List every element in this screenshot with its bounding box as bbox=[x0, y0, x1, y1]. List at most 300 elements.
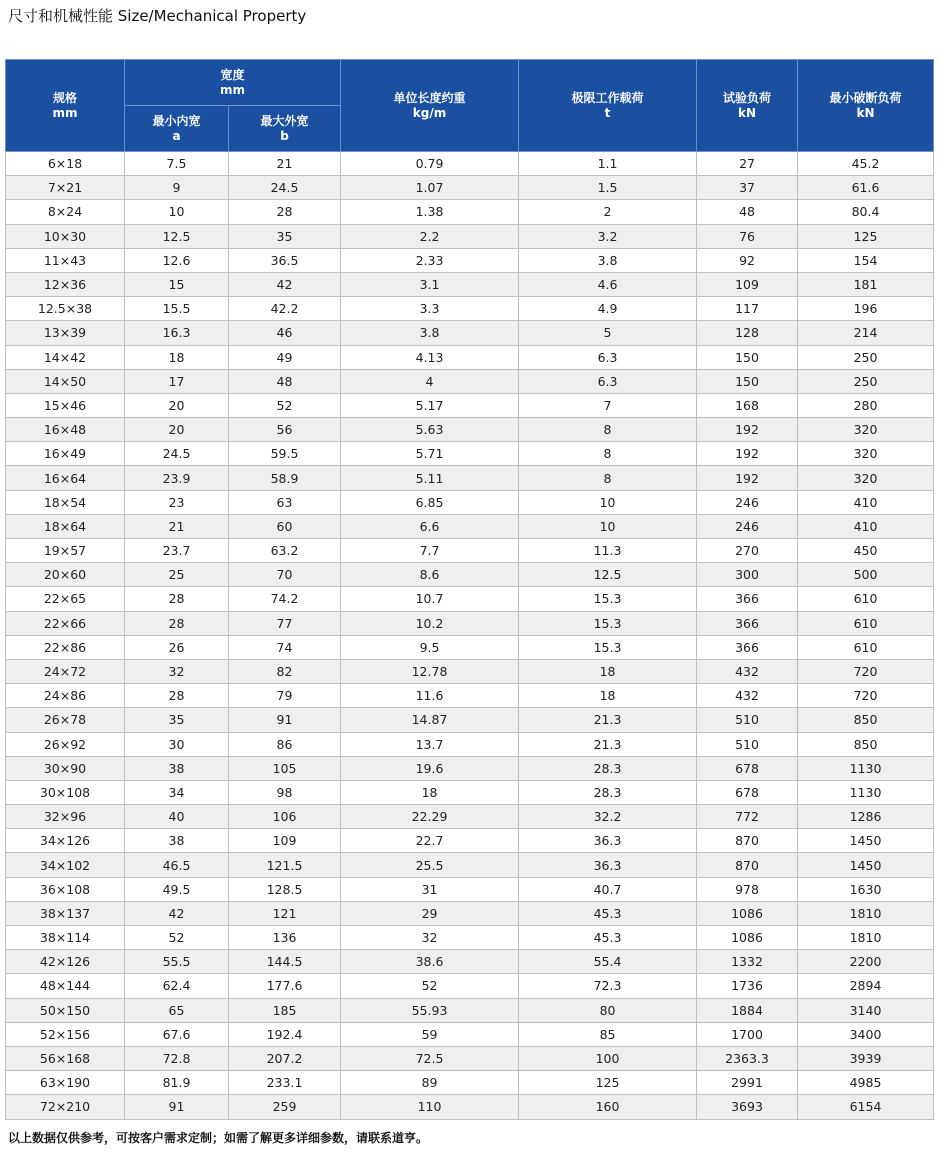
cell-max-outer-width: 185 bbox=[229, 998, 341, 1022]
cell-spec: 12×36 bbox=[6, 272, 125, 296]
cell-weight-per-length: 12.78 bbox=[341, 659, 519, 683]
table-row bbox=[6, 152, 934, 176]
table-row bbox=[6, 1095, 934, 1119]
cell-proof-load: 270 bbox=[697, 539, 798, 563]
cell-proof-load: 366 bbox=[697, 611, 798, 635]
cell-spec: 15×46 bbox=[6, 393, 125, 417]
cell-min-breaking-load: 1450 bbox=[798, 829, 934, 853]
cell-weight-per-length: 5.11 bbox=[341, 466, 519, 490]
cell-min-breaking-load: 80.4 bbox=[798, 200, 934, 224]
table-row bbox=[6, 345, 934, 369]
cell-proof-load: 510 bbox=[697, 708, 798, 732]
cell-min-breaking-load: 320 bbox=[798, 418, 934, 442]
cell-spec: 32×96 bbox=[6, 805, 125, 829]
cell-min-breaking-load: 1810 bbox=[798, 901, 934, 925]
cell-min-breaking-load: 1130 bbox=[798, 780, 934, 804]
cell-min-inner-width: 7.5 bbox=[125, 152, 229, 176]
table-row bbox=[6, 998, 934, 1022]
cell-weight-per-length: 89 bbox=[341, 1071, 519, 1095]
cell-spec: 18×54 bbox=[6, 490, 125, 514]
table-row bbox=[6, 926, 934, 950]
cell-weight-per-length: 18 bbox=[341, 780, 519, 804]
cell-min-breaking-load: 610 bbox=[798, 611, 934, 635]
cell-max-outer-width: 207.2 bbox=[229, 1046, 341, 1070]
cell-spec: 72×210 bbox=[6, 1095, 125, 1119]
cell-working-load-limit: 10 bbox=[519, 490, 697, 514]
cell-spec: 22×65 bbox=[6, 587, 125, 611]
cell-min-breaking-load: 2894 bbox=[798, 974, 934, 998]
cell-min-inner-width: 16.3 bbox=[125, 321, 229, 345]
cell-working-load-limit: 28.3 bbox=[519, 780, 697, 804]
cell-min-inner-width: 21 bbox=[125, 514, 229, 538]
cell-max-outer-width: 192.4 bbox=[229, 1022, 341, 1046]
cell-min-breaking-load: 250 bbox=[798, 345, 934, 369]
cell-working-load-limit: 18 bbox=[519, 684, 697, 708]
cell-weight-per-length: 13.7 bbox=[341, 732, 519, 756]
table-row bbox=[6, 1046, 934, 1070]
cell-working-load-limit: 85 bbox=[519, 1022, 697, 1046]
cell-min-breaking-load: 320 bbox=[798, 466, 934, 490]
cell-working-load-limit: 7 bbox=[519, 393, 697, 417]
cell-spec: 19×57 bbox=[6, 539, 125, 563]
cell-weight-per-length: 38.6 bbox=[341, 950, 519, 974]
cell-spec: 38×114 bbox=[6, 926, 125, 950]
table-row bbox=[6, 708, 934, 732]
cell-min-inner-width: 62.4 bbox=[125, 974, 229, 998]
cell-min-breaking-load: 6154 bbox=[798, 1095, 934, 1119]
cell-min-breaking-load: 1286 bbox=[798, 805, 934, 829]
cell-min-breaking-load: 410 bbox=[798, 514, 934, 538]
cell-weight-per-length: 2.2 bbox=[341, 224, 519, 248]
cell-proof-load: 192 bbox=[697, 418, 798, 442]
cell-min-inner-width: 81.9 bbox=[125, 1071, 229, 1095]
cell-spec: 16×48 bbox=[6, 418, 125, 442]
cell-weight-per-length: 5.71 bbox=[341, 442, 519, 466]
cell-weight-per-length: 2.33 bbox=[341, 248, 519, 272]
cell-proof-load: 2363.3 bbox=[697, 1046, 798, 1070]
cell-weight-per-length: 5.17 bbox=[341, 393, 519, 417]
cell-weight-per-length: 6.6 bbox=[341, 514, 519, 538]
cell-max-outer-width: 259 bbox=[229, 1095, 341, 1119]
cell-spec: 16×64 bbox=[6, 466, 125, 490]
cell-max-outer-width: 70 bbox=[229, 563, 341, 587]
cell-working-load-limit: 4.9 bbox=[519, 297, 697, 321]
cell-working-load-limit: 32.2 bbox=[519, 805, 697, 829]
header-spec: 规格 mm bbox=[6, 60, 125, 152]
cell-proof-load: 1332 bbox=[697, 950, 798, 974]
cell-min-inner-width: 20 bbox=[125, 418, 229, 442]
cell-max-outer-width: 106 bbox=[229, 805, 341, 829]
cell-proof-load: 37 bbox=[697, 176, 798, 200]
cell-min-breaking-load: 181 bbox=[798, 272, 934, 296]
table-row bbox=[6, 539, 934, 563]
cell-min-inner-width: 23.9 bbox=[125, 466, 229, 490]
cell-max-outer-width: 128.5 bbox=[229, 877, 341, 901]
cell-proof-load: 978 bbox=[697, 877, 798, 901]
cell-max-outer-width: 46 bbox=[229, 321, 341, 345]
cell-spec: 52×156 bbox=[6, 1022, 125, 1046]
cell-working-load-limit: 3.8 bbox=[519, 248, 697, 272]
table-row bbox=[6, 466, 934, 490]
cell-working-load-limit: 11.3 bbox=[519, 539, 697, 563]
cell-spec: 48×144 bbox=[6, 974, 125, 998]
cell-working-load-limit: 100 bbox=[519, 1046, 697, 1070]
cell-proof-load: 366 bbox=[697, 635, 798, 659]
cell-min-inner-width: 15 bbox=[125, 272, 229, 296]
cell-min-breaking-load: 1810 bbox=[798, 926, 934, 950]
cell-proof-load: 76 bbox=[697, 224, 798, 248]
header-min-inner-width: 最小内宽 a bbox=[125, 106, 229, 152]
cell-proof-load: 3693 bbox=[697, 1095, 798, 1119]
cell-min-inner-width: 42 bbox=[125, 901, 229, 925]
cell-min-breaking-load: 2200 bbox=[798, 950, 934, 974]
table-row bbox=[6, 224, 934, 248]
table-row bbox=[6, 563, 934, 587]
cell-spec: 34×102 bbox=[6, 853, 125, 877]
cell-weight-per-length: 29 bbox=[341, 901, 519, 925]
cell-proof-load: 92 bbox=[697, 248, 798, 272]
table-row bbox=[6, 732, 934, 756]
cell-min-inner-width: 28 bbox=[125, 684, 229, 708]
cell-spec: 13×39 bbox=[6, 321, 125, 345]
table-row bbox=[6, 756, 934, 780]
cell-max-outer-width: 42.2 bbox=[229, 297, 341, 321]
cell-min-breaking-load: 720 bbox=[798, 684, 934, 708]
cell-max-outer-width: 91 bbox=[229, 708, 341, 732]
cell-proof-load: 366 bbox=[697, 587, 798, 611]
table-row bbox=[6, 950, 934, 974]
cell-spec: 16×49 bbox=[6, 442, 125, 466]
cell-max-outer-width: 63 bbox=[229, 490, 341, 514]
cell-working-load-limit: 160 bbox=[519, 1095, 697, 1119]
cell-proof-load: 2991 bbox=[697, 1071, 798, 1095]
cell-spec: 56×168 bbox=[6, 1046, 125, 1070]
cell-min-breaking-load: 214 bbox=[798, 321, 934, 345]
header-min-breaking-load: 最小破断负荷 kN bbox=[798, 60, 934, 152]
table-row bbox=[6, 877, 934, 901]
cell-working-load-limit: 55.4 bbox=[519, 950, 697, 974]
cell-min-inner-width: 35 bbox=[125, 708, 229, 732]
cell-min-inner-width: 38 bbox=[125, 829, 229, 853]
cell-weight-per-length: 32 bbox=[341, 926, 519, 950]
table-row bbox=[6, 659, 934, 683]
table-row bbox=[6, 1071, 934, 1095]
cell-spec: 34×126 bbox=[6, 829, 125, 853]
table-row bbox=[6, 611, 934, 635]
cell-weight-per-length: 3.8 bbox=[341, 321, 519, 345]
cell-proof-load: 150 bbox=[697, 369, 798, 393]
cell-min-breaking-load: 610 bbox=[798, 587, 934, 611]
table-row bbox=[6, 805, 934, 829]
cell-min-breaking-load: 3400 bbox=[798, 1022, 934, 1046]
cell-spec: 50×150 bbox=[6, 998, 125, 1022]
cell-proof-load: 192 bbox=[697, 466, 798, 490]
cell-max-outer-width: 74.2 bbox=[229, 587, 341, 611]
header-proof-load: 试验负荷 kN bbox=[697, 60, 798, 152]
table-row bbox=[6, 248, 934, 272]
cell-weight-per-length: 72.5 bbox=[341, 1046, 519, 1070]
cell-max-outer-width: 105 bbox=[229, 756, 341, 780]
footnote: 以上数据仅供参考，可按客户需求定制；如需了解更多详细参数，请联系道亨。 bbox=[8, 1131, 429, 1145]
cell-min-breaking-load: 450 bbox=[798, 539, 934, 563]
cell-max-outer-width: 82 bbox=[229, 659, 341, 683]
cell-max-outer-width: 59.5 bbox=[229, 442, 341, 466]
table-row bbox=[6, 684, 934, 708]
cell-weight-per-length: 8.6 bbox=[341, 563, 519, 587]
cell-working-load-limit: 4.6 bbox=[519, 272, 697, 296]
cell-spec: 8×24 bbox=[6, 200, 125, 224]
cell-min-inner-width: 91 bbox=[125, 1095, 229, 1119]
cell-max-outer-width: 28 bbox=[229, 200, 341, 224]
cell-weight-per-length: 1.07 bbox=[341, 176, 519, 200]
cell-min-inner-width: 20 bbox=[125, 393, 229, 417]
cell-min-breaking-load: 720 bbox=[798, 659, 934, 683]
cell-weight-per-length: 10.7 bbox=[341, 587, 519, 611]
cell-weight-per-length: 11.6 bbox=[341, 684, 519, 708]
cell-min-inner-width: 18 bbox=[125, 345, 229, 369]
cell-proof-load: 168 bbox=[697, 393, 798, 417]
cell-max-outer-width: 136 bbox=[229, 926, 341, 950]
cell-proof-load: 150 bbox=[697, 345, 798, 369]
cell-spec: 22×66 bbox=[6, 611, 125, 635]
cell-min-inner-width: 52 bbox=[125, 926, 229, 950]
table-row bbox=[6, 200, 934, 224]
cell-weight-per-length: 3.3 bbox=[341, 297, 519, 321]
cell-working-load-limit: 36.3 bbox=[519, 829, 697, 853]
cell-working-load-limit: 72.3 bbox=[519, 974, 697, 998]
cell-proof-load: 870 bbox=[697, 829, 798, 853]
table-row bbox=[6, 176, 934, 200]
table-row bbox=[6, 829, 934, 853]
table-row bbox=[6, 974, 934, 998]
table-row bbox=[6, 297, 934, 321]
cell-spec: 20×60 bbox=[6, 563, 125, 587]
cell-max-outer-width: 121.5 bbox=[229, 853, 341, 877]
cell-max-outer-width: 52 bbox=[229, 393, 341, 417]
cell-weight-per-length: 9.5 bbox=[341, 635, 519, 659]
cell-max-outer-width: 24.5 bbox=[229, 176, 341, 200]
spec-table bbox=[5, 59, 934, 1120]
cell-proof-load: 678 bbox=[697, 780, 798, 804]
cell-max-outer-width: 35 bbox=[229, 224, 341, 248]
cell-min-inner-width: 28 bbox=[125, 587, 229, 611]
cell-min-inner-width: 65 bbox=[125, 998, 229, 1022]
cell-working-load-limit: 3.2 bbox=[519, 224, 697, 248]
cell-spec: 36×108 bbox=[6, 877, 125, 901]
cell-working-load-limit: 125 bbox=[519, 1071, 697, 1095]
cell-max-outer-width: 77 bbox=[229, 611, 341, 635]
cell-max-outer-width: 21 bbox=[229, 152, 341, 176]
cell-weight-per-length: 22.29 bbox=[341, 805, 519, 829]
cell-max-outer-width: 233.1 bbox=[229, 1071, 341, 1095]
cell-spec: 26×92 bbox=[6, 732, 125, 756]
cell-spec: 7×21 bbox=[6, 176, 125, 200]
cell-proof-load: 1736 bbox=[697, 974, 798, 998]
cell-min-breaking-load: 3939 bbox=[798, 1046, 934, 1070]
cell-weight-per-length: 59 bbox=[341, 1022, 519, 1046]
cell-spec: 10×30 bbox=[6, 224, 125, 248]
cell-working-load-limit: 45.3 bbox=[519, 926, 697, 950]
cell-working-load-limit: 8 bbox=[519, 466, 697, 490]
cell-proof-load: 27 bbox=[697, 152, 798, 176]
cell-max-outer-width: 79 bbox=[229, 684, 341, 708]
table-row bbox=[6, 901, 934, 925]
header-weight-per-length: 单位长度约重 kg/m bbox=[341, 60, 519, 152]
cell-min-inner-width: 23 bbox=[125, 490, 229, 514]
cell-min-inner-width: 17 bbox=[125, 369, 229, 393]
cell-working-load-limit: 10 bbox=[519, 514, 697, 538]
cell-max-outer-width: 58.9 bbox=[229, 466, 341, 490]
cell-working-load-limit: 18 bbox=[519, 659, 697, 683]
table-row bbox=[6, 369, 934, 393]
cell-spec: 42×126 bbox=[6, 950, 125, 974]
cell-spec: 30×90 bbox=[6, 756, 125, 780]
cell-working-load-limit: 8 bbox=[519, 418, 697, 442]
cell-weight-per-length: 4 bbox=[341, 369, 519, 393]
cell-working-load-limit: 6.3 bbox=[519, 345, 697, 369]
cell-working-load-limit: 45.3 bbox=[519, 901, 697, 925]
cell-min-breaking-load: 61.6 bbox=[798, 176, 934, 200]
cell-spec: 24×86 bbox=[6, 684, 125, 708]
cell-weight-per-length: 7.7 bbox=[341, 539, 519, 563]
cell-weight-per-length: 4.13 bbox=[341, 345, 519, 369]
cell-min-inner-width: 40 bbox=[125, 805, 229, 829]
cell-min-breaking-load: 196 bbox=[798, 297, 934, 321]
cell-weight-per-length: 5.63 bbox=[341, 418, 519, 442]
cell-working-load-limit: 5 bbox=[519, 321, 697, 345]
cell-min-breaking-load: 410 bbox=[798, 490, 934, 514]
cell-min-breaking-load: 280 bbox=[798, 393, 934, 417]
cell-min-breaking-load: 500 bbox=[798, 563, 934, 587]
table-row bbox=[6, 490, 934, 514]
cell-min-breaking-load: 250 bbox=[798, 369, 934, 393]
table-row bbox=[6, 514, 934, 538]
cell-working-load-limit: 28.3 bbox=[519, 756, 697, 780]
cell-proof-load: 1700 bbox=[697, 1022, 798, 1046]
cell-proof-load: 128 bbox=[697, 321, 798, 345]
table-row bbox=[6, 587, 934, 611]
cell-working-load-limit: 8 bbox=[519, 442, 697, 466]
cell-max-outer-width: 63.2 bbox=[229, 539, 341, 563]
cell-min-inner-width: 23.7 bbox=[125, 539, 229, 563]
cell-spec: 30×108 bbox=[6, 780, 125, 804]
cell-spec: 14×42 bbox=[6, 345, 125, 369]
cell-min-inner-width: 28 bbox=[125, 611, 229, 635]
cell-min-breaking-load: 45.2 bbox=[798, 152, 934, 176]
cell-min-inner-width: 72.8 bbox=[125, 1046, 229, 1070]
cell-min-inner-width: 26 bbox=[125, 635, 229, 659]
cell-proof-load: 246 bbox=[697, 490, 798, 514]
cell-proof-load: 300 bbox=[697, 563, 798, 587]
cell-weight-per-length: 19.6 bbox=[341, 756, 519, 780]
cell-max-outer-width: 49 bbox=[229, 345, 341, 369]
table-row bbox=[6, 321, 934, 345]
table-header bbox=[6, 60, 934, 152]
cell-min-breaking-load: 1630 bbox=[798, 877, 934, 901]
page-title: 尺寸和机械性能 Size/Mechanical Property bbox=[8, 7, 307, 25]
cell-max-outer-width: 98 bbox=[229, 780, 341, 804]
cell-max-outer-width: 109 bbox=[229, 829, 341, 853]
cell-weight-per-length: 10.2 bbox=[341, 611, 519, 635]
cell-min-inner-width: 30 bbox=[125, 732, 229, 756]
cell-proof-load: 48 bbox=[697, 200, 798, 224]
cell-proof-load: 510 bbox=[697, 732, 798, 756]
cell-working-load-limit: 2 bbox=[519, 200, 697, 224]
cell-max-outer-width: 177.6 bbox=[229, 974, 341, 998]
cell-proof-load: 870 bbox=[697, 853, 798, 877]
cell-min-breaking-load: 610 bbox=[798, 635, 934, 659]
cell-proof-load: 432 bbox=[697, 659, 798, 683]
cell-weight-per-length: 6.85 bbox=[341, 490, 519, 514]
table-row bbox=[6, 853, 934, 877]
header-max-outer-width: 最大外宽 b bbox=[229, 106, 341, 152]
cell-max-outer-width: 60 bbox=[229, 514, 341, 538]
cell-min-inner-width: 49.5 bbox=[125, 877, 229, 901]
cell-working-load-limit: 15.3 bbox=[519, 635, 697, 659]
cell-working-load-limit: 36.3 bbox=[519, 853, 697, 877]
cell-min-inner-width: 12.5 bbox=[125, 224, 229, 248]
cell-proof-load: 1086 bbox=[697, 926, 798, 950]
cell-min-breaking-load: 1450 bbox=[798, 853, 934, 877]
table-row bbox=[6, 442, 934, 466]
cell-proof-load: 678 bbox=[697, 756, 798, 780]
cell-max-outer-width: 48 bbox=[229, 369, 341, 393]
cell-spec: 63×190 bbox=[6, 1071, 125, 1095]
cell-weight-per-length: 31 bbox=[341, 877, 519, 901]
cell-min-inner-width: 12.6 bbox=[125, 248, 229, 272]
cell-max-outer-width: 86 bbox=[229, 732, 341, 756]
cell-proof-load: 192 bbox=[697, 442, 798, 466]
cell-weight-per-length: 110 bbox=[341, 1095, 519, 1119]
cell-working-load-limit: 15.3 bbox=[519, 587, 697, 611]
table-row bbox=[6, 272, 934, 296]
cell-working-load-limit: 21.3 bbox=[519, 708, 697, 732]
table-body bbox=[6, 152, 934, 1120]
cell-working-load-limit: 12.5 bbox=[519, 563, 697, 587]
cell-min-inner-width: 25 bbox=[125, 563, 229, 587]
cell-min-breaking-load: 320 bbox=[798, 442, 934, 466]
header-row bbox=[6, 60, 934, 106]
cell-min-breaking-load: 125 bbox=[798, 224, 934, 248]
cell-working-load-limit: 40.7 bbox=[519, 877, 697, 901]
cell-min-breaking-load: 154 bbox=[798, 248, 934, 272]
cell-working-load-limit: 1.5 bbox=[519, 176, 697, 200]
cell-min-inner-width: 10 bbox=[125, 200, 229, 224]
cell-max-outer-width: 74 bbox=[229, 635, 341, 659]
cell-max-outer-width: 56 bbox=[229, 418, 341, 442]
header-width-group: 宽度 mm bbox=[125, 60, 341, 106]
cell-min-inner-width: 15.5 bbox=[125, 297, 229, 321]
cell-working-load-limit: 6.3 bbox=[519, 369, 697, 393]
table-row bbox=[6, 1022, 934, 1046]
cell-proof-load: 772 bbox=[697, 805, 798, 829]
cell-weight-per-length: 22.7 bbox=[341, 829, 519, 853]
cell-weight-per-length: 52 bbox=[341, 974, 519, 998]
cell-weight-per-length: 0.79 bbox=[341, 152, 519, 176]
cell-spec: 22×86 bbox=[6, 635, 125, 659]
cell-min-inner-width: 24.5 bbox=[125, 442, 229, 466]
cell-min-inner-width: 34 bbox=[125, 780, 229, 804]
cell-min-breaking-load: 4985 bbox=[798, 1071, 934, 1095]
cell-min-breaking-load: 1130 bbox=[798, 756, 934, 780]
cell-weight-per-length: 3.1 bbox=[341, 272, 519, 296]
table-row bbox=[6, 418, 934, 442]
header-working-load-limit: 极限工作载荷 t bbox=[519, 60, 697, 152]
cell-spec: 24×72 bbox=[6, 659, 125, 683]
cell-proof-load: 109 bbox=[697, 272, 798, 296]
cell-proof-load: 1086 bbox=[697, 901, 798, 925]
cell-weight-per-length: 25.5 bbox=[341, 853, 519, 877]
